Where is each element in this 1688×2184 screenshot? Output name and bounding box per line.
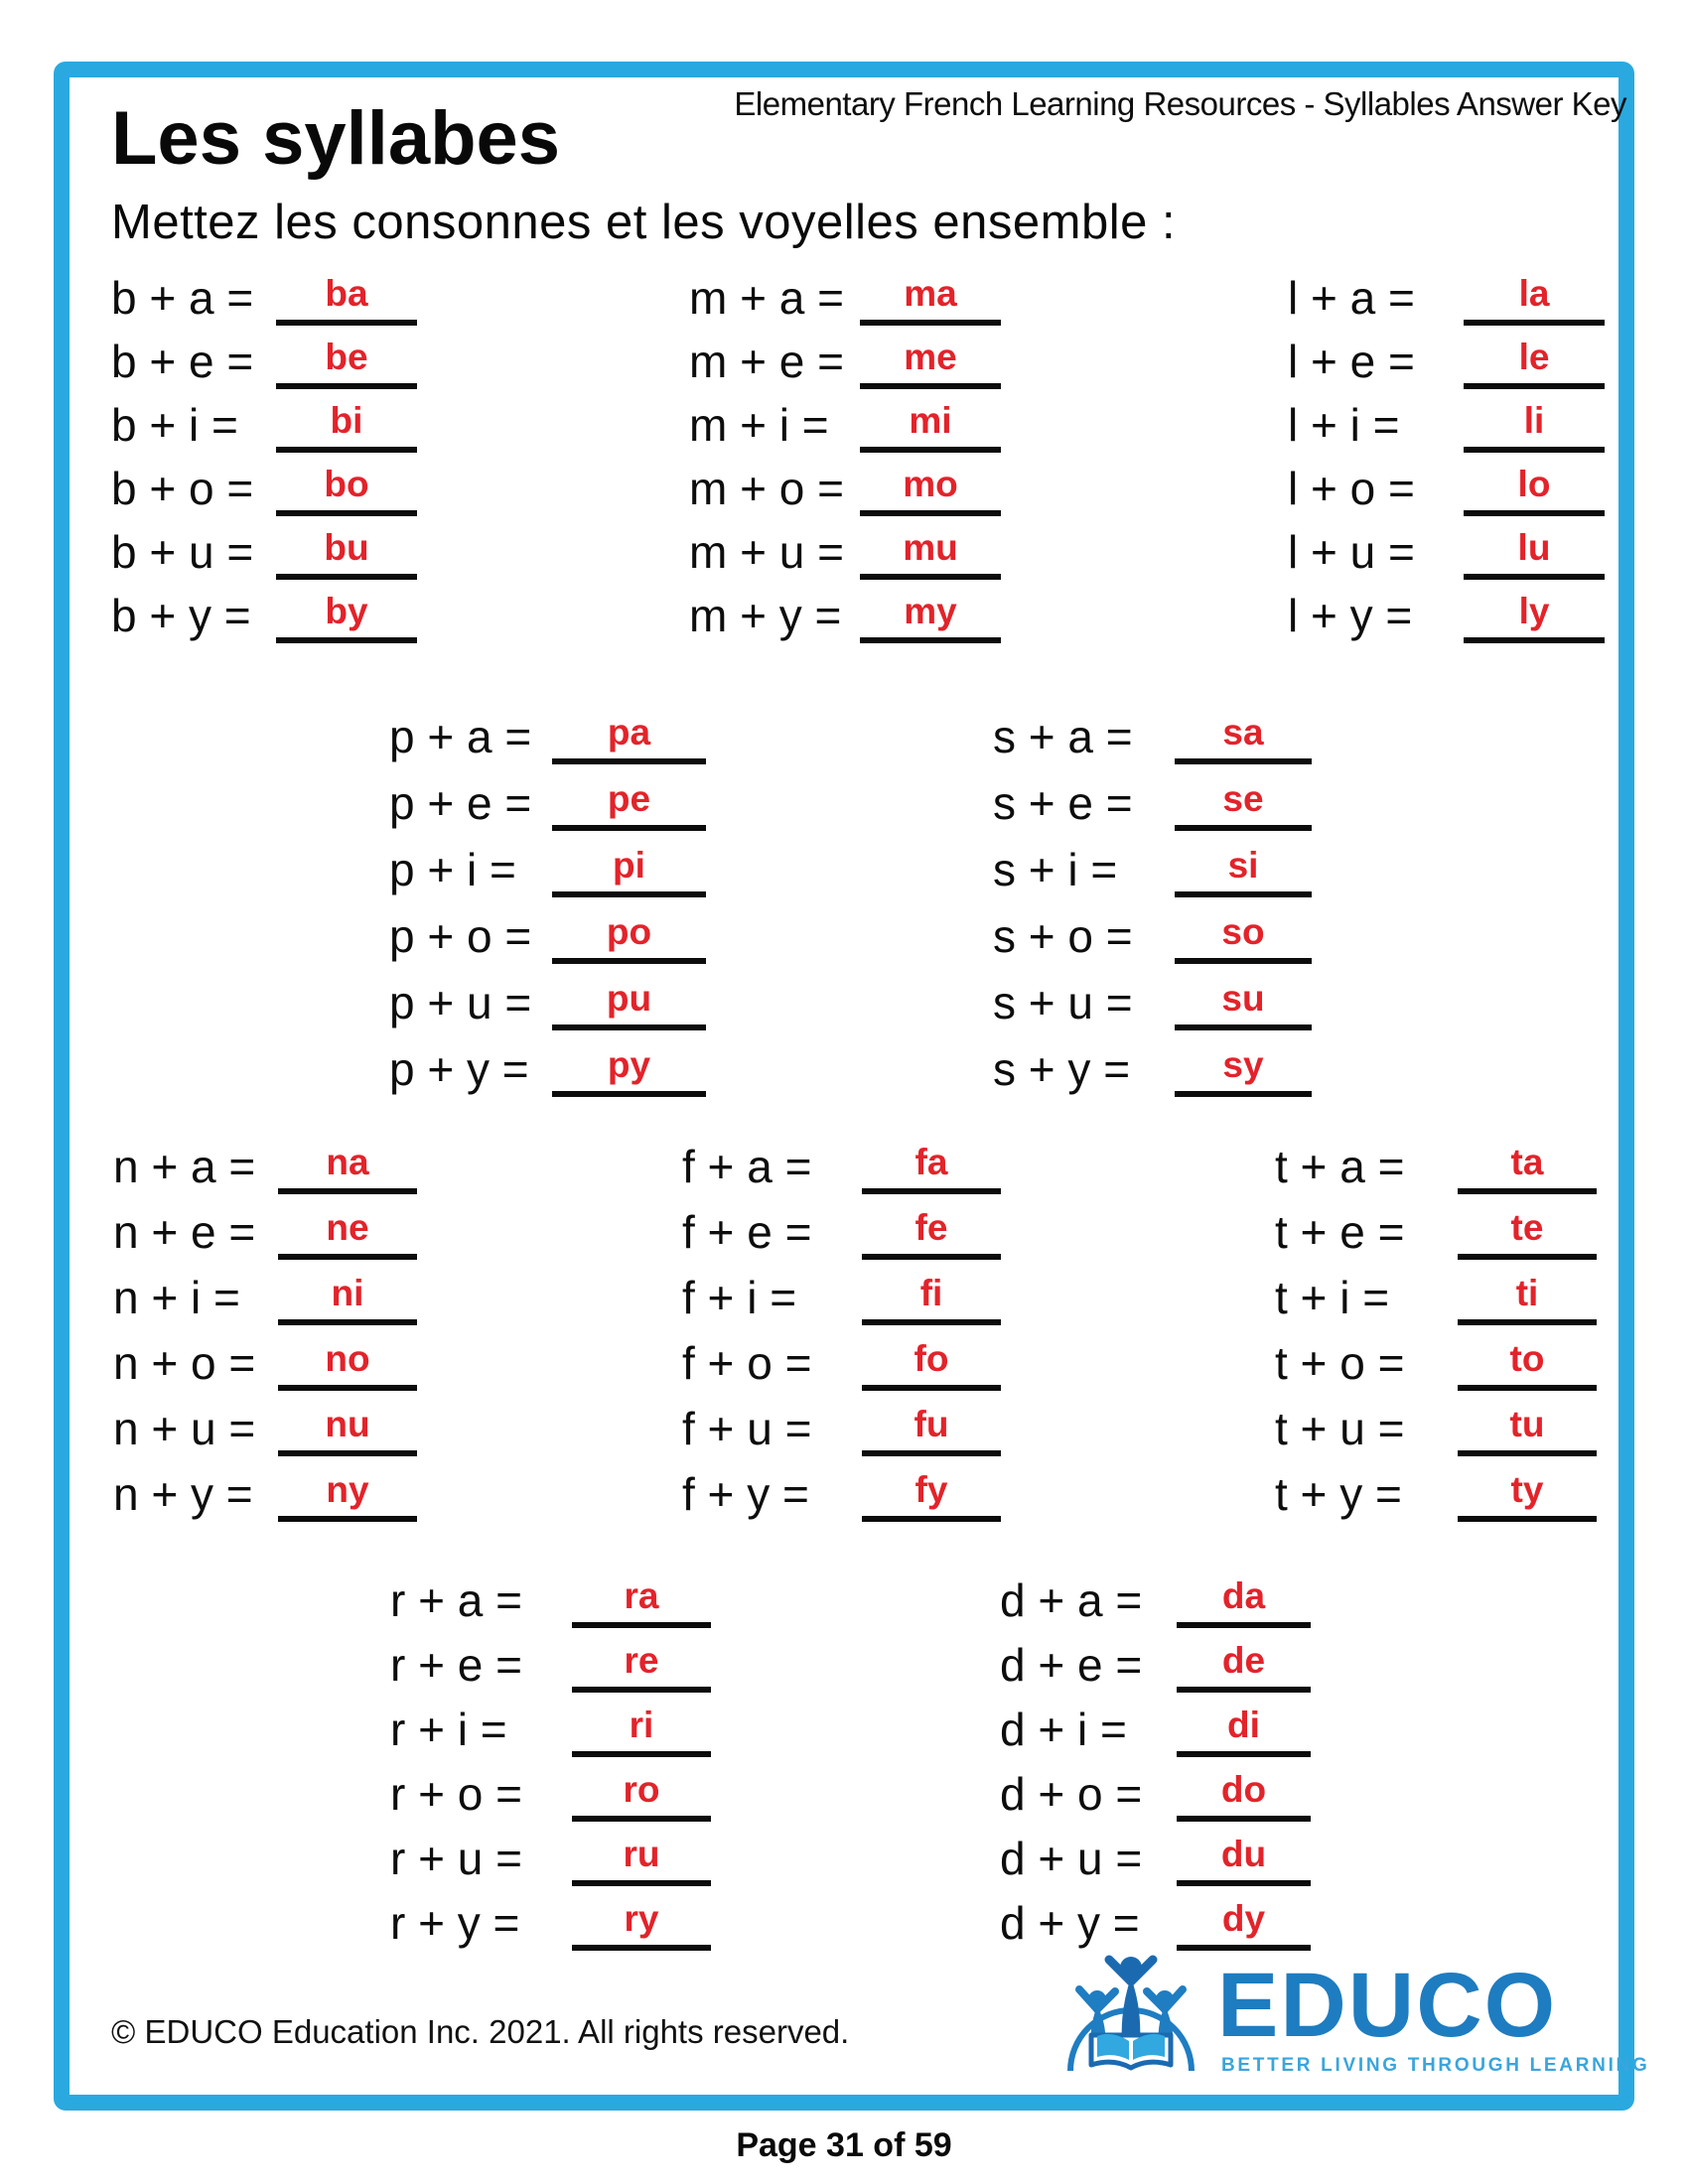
- answer-text: to: [1509, 1338, 1545, 1379]
- answer-text: ma: [904, 273, 957, 314]
- answer-text: me: [904, 337, 957, 377]
- answer-line: [1458, 1321, 1597, 1391]
- answer-text: ru: [623, 1834, 660, 1874]
- equation-label: f + a =: [682, 1141, 812, 1192]
- answer-line: [862, 1256, 1001, 1325]
- answer-text: bo: [324, 464, 369, 504]
- answer-line: [276, 256, 417, 326]
- equation-label: n + e =: [113, 1206, 256, 1258]
- answer-text: ly: [1518, 591, 1550, 631]
- equation-label: l + i =: [1288, 399, 1400, 451]
- equation-label: b + i =: [111, 399, 238, 451]
- equation-label: m + e =: [689, 336, 844, 387]
- page-subtitle: Mettez les consonnes et les voyelles ensemble :: [111, 196, 1177, 249]
- answer-text: by: [325, 591, 368, 631]
- answer-text: de: [1221, 1640, 1266, 1681]
- answer-line: [860, 320, 1001, 389]
- equation-label: n + o =: [113, 1337, 256, 1389]
- equation-label: p + i =: [389, 844, 516, 895]
- answer-line: [1177, 1559, 1311, 1628]
- answer-line: [1464, 574, 1605, 643]
- answer-line: [552, 1027, 706, 1097]
- equation-label: t + o =: [1275, 1337, 1405, 1389]
- answer-text: si: [1227, 845, 1259, 886]
- answer-text: ni: [331, 1273, 364, 1313]
- answer-text: fu: [914, 1404, 949, 1444]
- answer-line: [572, 1817, 711, 1886]
- equation-label: p + a =: [389, 711, 532, 762]
- answer-line: [1177, 1623, 1311, 1693]
- equation-label: r + e =: [390, 1639, 522, 1691]
- answer-text: bu: [324, 527, 369, 568]
- answer-text: ti: [1515, 1273, 1539, 1313]
- equation-label: s + a =: [993, 711, 1133, 762]
- answer-line: [862, 1452, 1001, 1522]
- answer-text: ty: [1510, 1469, 1544, 1510]
- equation-label: f + o =: [682, 1337, 812, 1389]
- answer-line: [860, 447, 1001, 516]
- answer-text: mi: [909, 400, 952, 441]
- answer-line: [862, 1125, 1001, 1194]
- copyright-text: © EDUCO Education Inc. 2021. All rights reserved.: [111, 2013, 850, 2050]
- answer-text: ne: [326, 1207, 369, 1248]
- answer-line: [278, 1387, 417, 1456]
- answer-line: [1177, 1817, 1311, 1886]
- answer-line: [572, 1559, 711, 1628]
- answer-text: sa: [1222, 712, 1264, 752]
- answer-line: [1464, 320, 1605, 389]
- equation-label: t + y =: [1275, 1468, 1402, 1520]
- answer-text: di: [1227, 1705, 1260, 1745]
- answer-line: [862, 1387, 1001, 1456]
- equation-label: r + o =: [390, 1768, 522, 1820]
- answer-text: py: [607, 1044, 651, 1085]
- equation-label: r + i =: [390, 1704, 507, 1755]
- answer-text: da: [1221, 1575, 1266, 1616]
- answer-line: [1175, 695, 1312, 764]
- equation-label: d + a =: [1000, 1574, 1143, 1626]
- equation-label: r + y =: [390, 1897, 520, 1949]
- answer-line: [862, 1321, 1001, 1391]
- answer-text: bi: [330, 400, 363, 441]
- answer-text: ro: [623, 1769, 660, 1810]
- equation-label: d + o =: [1000, 1768, 1143, 1820]
- answer-line: [276, 510, 417, 580]
- equation-label: s + y =: [993, 1043, 1131, 1095]
- equation-label: n + y =: [113, 1468, 253, 1520]
- answer-line: [1464, 383, 1605, 453]
- answer-line: [572, 1623, 711, 1693]
- answer-text: lo: [1517, 464, 1551, 504]
- answer-line: [278, 1256, 417, 1325]
- answer-line: [1177, 1752, 1311, 1822]
- equation-label: d + u =: [1000, 1833, 1143, 1884]
- equation-label: f + u =: [682, 1403, 812, 1454]
- page-number: Page 31 of 59: [736, 2126, 952, 2164]
- answer-text: sy: [1222, 1044, 1264, 1085]
- answer-text: so: [1221, 911, 1265, 952]
- equation-label: b + u =: [111, 526, 254, 578]
- equation-label: b + o =: [111, 463, 254, 514]
- answer-line: [278, 1125, 417, 1194]
- answer-text: ry: [624, 1898, 659, 1939]
- people-over-open-book-icon: [1060, 1952, 1209, 2087]
- answer-text: su: [1221, 978, 1265, 1019]
- answer-line: [862, 1190, 1001, 1260]
- answer-text: nu: [325, 1404, 370, 1444]
- answer-line: [1464, 256, 1605, 326]
- answer-line: [1458, 1256, 1597, 1325]
- answer-text: tu: [1509, 1404, 1545, 1444]
- answer-line: [1175, 894, 1312, 964]
- answer-text: be: [325, 337, 368, 377]
- answer-line: [276, 320, 417, 389]
- answer-text: la: [1518, 273, 1550, 314]
- answer-text: lu: [1517, 527, 1551, 568]
- answer-text: my: [904, 591, 957, 631]
- equation-label: f + e =: [682, 1206, 812, 1258]
- equation-label: r + u =: [390, 1833, 522, 1884]
- answer-line: [552, 695, 706, 764]
- equation-label: b + y =: [111, 590, 251, 641]
- answer-line: [572, 1688, 711, 1757]
- answer-line: [1464, 510, 1605, 580]
- answer-text: fo: [914, 1338, 949, 1379]
- answer-line: [1458, 1190, 1597, 1260]
- equation-label: m + y =: [689, 590, 842, 641]
- equation-label: f + y =: [682, 1468, 809, 1520]
- answer-text: du: [1220, 1834, 1267, 1874]
- answer-text: mo: [903, 464, 958, 504]
- answer-text: dy: [1221, 1898, 1266, 1939]
- answer-line: [1175, 961, 1312, 1030]
- header-text: Elementary French Learning Resources - Syllables Answer Key: [734, 85, 1626, 122]
- answer-text: re: [624, 1640, 659, 1681]
- answer-line: [552, 828, 706, 897]
- answer-line: [1464, 447, 1605, 516]
- answer-text: ra: [624, 1575, 659, 1616]
- equation-label: n + i =: [113, 1272, 240, 1323]
- equation-label: l + u =: [1288, 526, 1415, 578]
- equation-label: f + i =: [682, 1272, 797, 1323]
- answer-text: ny: [326, 1469, 369, 1510]
- answer-line: [1458, 1125, 1597, 1194]
- equation-label: p + y =: [389, 1043, 529, 1095]
- equation-label: l + e =: [1288, 336, 1415, 387]
- equation-label: d + i =: [1000, 1704, 1127, 1755]
- page-title: Les syllabes: [111, 96, 561, 181]
- answer-text: pe: [607, 778, 651, 819]
- equation-label: n + a =: [113, 1141, 256, 1192]
- answer-line: [552, 761, 706, 831]
- equation-label: t + a =: [1275, 1141, 1405, 1192]
- answer-text: pi: [613, 845, 645, 886]
- equation-label: m + u =: [689, 526, 844, 578]
- equation-label: t + e =: [1275, 1206, 1405, 1258]
- equation-label: l + y =: [1288, 590, 1413, 641]
- equation-label: r + a =: [390, 1574, 522, 1626]
- answer-line: [860, 383, 1001, 453]
- answer-text: ba: [325, 273, 368, 314]
- answer-line: [1175, 761, 1312, 831]
- equation-label: s + o =: [993, 910, 1133, 962]
- equation-label: s + i =: [993, 844, 1118, 895]
- answer-line: [276, 574, 417, 643]
- answer-text: na: [326, 1142, 369, 1182]
- answer-line: [860, 256, 1001, 326]
- answer-text: no: [325, 1338, 370, 1379]
- equation-label: d + y =: [1000, 1897, 1140, 1949]
- equation-label: m + i =: [689, 399, 829, 451]
- answer-text: ta: [1510, 1142, 1544, 1182]
- answer-line: [1177, 1688, 1311, 1757]
- answer-text: li: [1523, 400, 1545, 441]
- equation-label: t + u =: [1275, 1403, 1405, 1454]
- answer-line: [278, 1190, 417, 1260]
- answer-line: [1175, 828, 1312, 897]
- answer-line: [276, 447, 417, 516]
- answer-text: pu: [606, 978, 652, 1019]
- answer-line: [552, 961, 706, 1030]
- equation-label: m + a =: [689, 272, 844, 324]
- answer-text: mu: [903, 527, 958, 568]
- equation-label: p + o =: [389, 910, 532, 962]
- equation-label: n + u =: [113, 1403, 256, 1454]
- answer-line: [572, 1752, 711, 1822]
- answer-line: [1175, 1027, 1312, 1097]
- equation-label: b + a =: [111, 272, 254, 324]
- answer-text: ri: [629, 1705, 654, 1745]
- answer-text: te: [1510, 1207, 1544, 1248]
- answer-text: pa: [607, 712, 651, 752]
- answer-text: fi: [919, 1273, 943, 1313]
- equation-label: t + i =: [1275, 1272, 1390, 1323]
- answer-line: [1458, 1387, 1597, 1456]
- equation-label: l + o =: [1288, 463, 1415, 514]
- equation-label: p + e =: [389, 777, 532, 829]
- answer-line: [572, 1881, 711, 1951]
- answer-text: fa: [914, 1142, 948, 1182]
- equation-label: d + e =: [1000, 1639, 1143, 1691]
- answer-text: do: [1220, 1769, 1267, 1810]
- answer-text: fy: [914, 1469, 948, 1510]
- equation-label: l + a =: [1288, 272, 1415, 324]
- answer-line: [278, 1452, 417, 1522]
- equation-label: m + o =: [689, 463, 844, 514]
- equation-label: s + u =: [993, 977, 1133, 1028]
- answer-line: [1458, 1452, 1597, 1522]
- answer-line: [1177, 1881, 1311, 1951]
- answer-line: [860, 510, 1001, 580]
- equation-label: p + u =: [389, 977, 532, 1028]
- answer-text: se: [1222, 778, 1264, 819]
- logo-tagline: BETTER LIVING THROUGH LEARNING: [1221, 2055, 1650, 2076]
- answer-text: po: [606, 911, 652, 952]
- answer-text: le: [1518, 337, 1550, 377]
- answer-text: fe: [914, 1207, 948, 1248]
- answer-line: [860, 574, 1001, 643]
- answer-line: [278, 1321, 417, 1391]
- logo-wordmark: EDUCO: [1217, 1955, 1558, 2056]
- answer-line: [276, 383, 417, 453]
- answer-line: [552, 894, 706, 964]
- educo-logo: [1060, 1952, 1650, 2091]
- equation-label: s + e =: [993, 777, 1133, 829]
- equation-label: b + e =: [111, 336, 254, 387]
